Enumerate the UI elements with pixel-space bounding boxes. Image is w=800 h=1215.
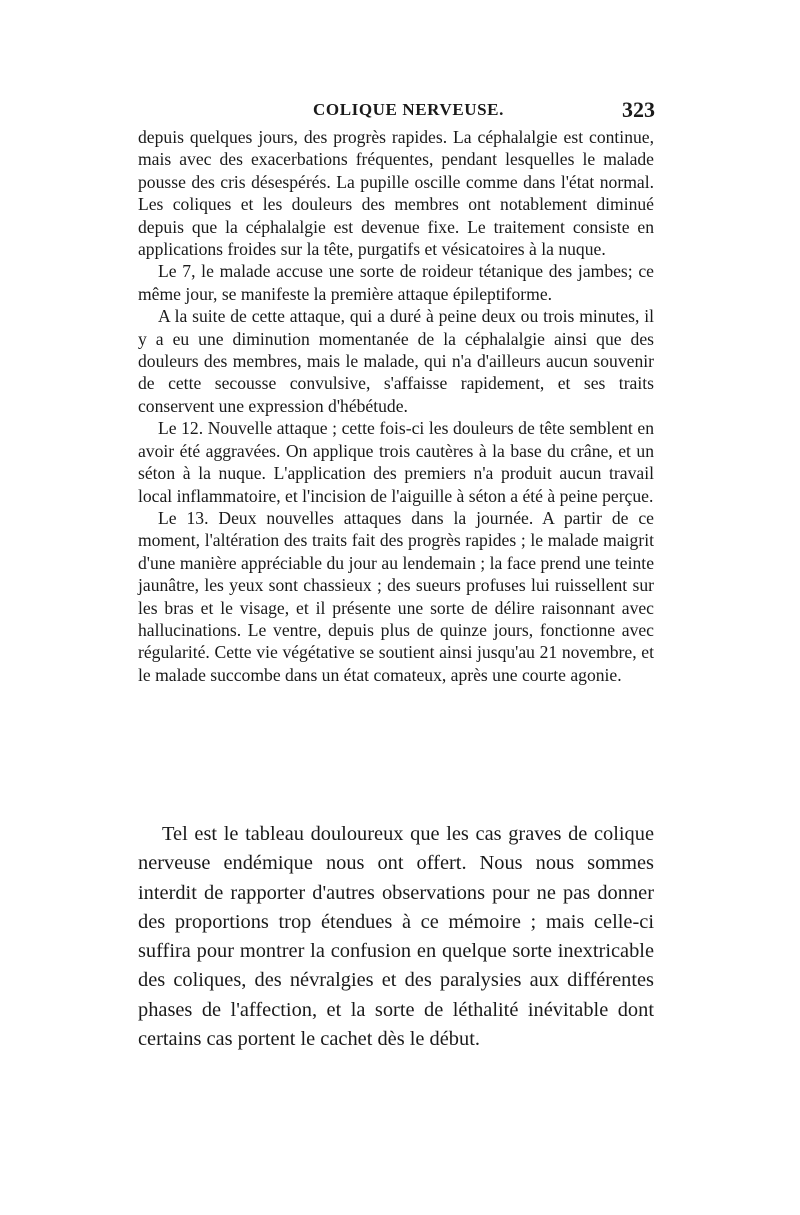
conclusion-text [138,820,654,1054]
paragraph-day-13: Le 13. Deux nouvelles attaques dans la journée. A partir de ce moment, l'altération des traits fait des progrès rapides ; le malade maigrit d'une manière appréciable du jour au lendemain ; la face prend une teinte jaunâtre, les yeux sont chassieux ; des sueurs profuses lui ruissellent sur les bras et le visage, et il présente une sorte de délire raisonnant avec hallucinations. Le ventre, depuis plus de quinze jours, fonctionne avec régularité. Cette vie végétative se soutient ainsi jusqu'au 21 novembre, et le malade succombe dans un état comateux, après une courte agonie. [138,507,654,685]
paragraph-day-12: Le 12. Nouvelle attaque ; cette fois-ci les douleurs de tête semblent en avoir été aggravées. On applique trois cautères à la base du crâne, et un séton à la nuque. L'application des premiers n'a produit aucun travail local inflammatoire, et l'incision de l'aiguille à séton a été à peine perçue. [138,418,654,506]
paragraph-conclusion: Tel est le tableau douloureux que les cas graves de colique nerveuse endémique nous ont offert. Nous nous sommes interdit de rapporter d'autres observations pour ne pas donner des proportions trop étendues à ce mémoire ; mais celle-ci suffira pour montrer la confusion en quelque sorte inextricable des coliques, des névralgies et des paralysies aux différentes phases de l'affection, et la sorte de léthalité inévitable dont certains cas portent le cachet dès le début. [138,823,654,1051]
paragraph-after-attack: A la suite de cette attaque, qui a duré à peine deux ou trois minutes, il y a eu une diminution momentanée de la céphalalgie ainsi que des douleurs des membres, mais le malade, qui n'a d'ailleurs aucun souvenir de cette secousse convulsive, s'affaisse rapidement, et ses traits conservent une expression d'hébétude. [138,306,654,416]
case-observation-text [138,126,654,686]
paragraph-continuation: depuis quelques jours, des progrès rapides. La céphalalgie est continue, mais avec des exacerbations fréquentes, pendant lesquelles le malade pousse des cris désespérés. La pupille oscille comme dans l'état normal. Les coliques et les douleurs des membres ont notablement diminué depuis que la céphalalgie est devenue fixe. Le traitement consiste en applications froides sur la tête, purgatifs et vésicatoires à la nuque. [138,127,654,260]
paragraph-day-7: Le 7, le malade accuse une sorte de roideur tétanique des jambes; ce même jour, se manifeste la première attaque épileptiforme. [138,261,654,304]
running-title: COLIQUE NERVEUSE. [313,100,504,119]
page-number: 323 [622,97,655,122]
